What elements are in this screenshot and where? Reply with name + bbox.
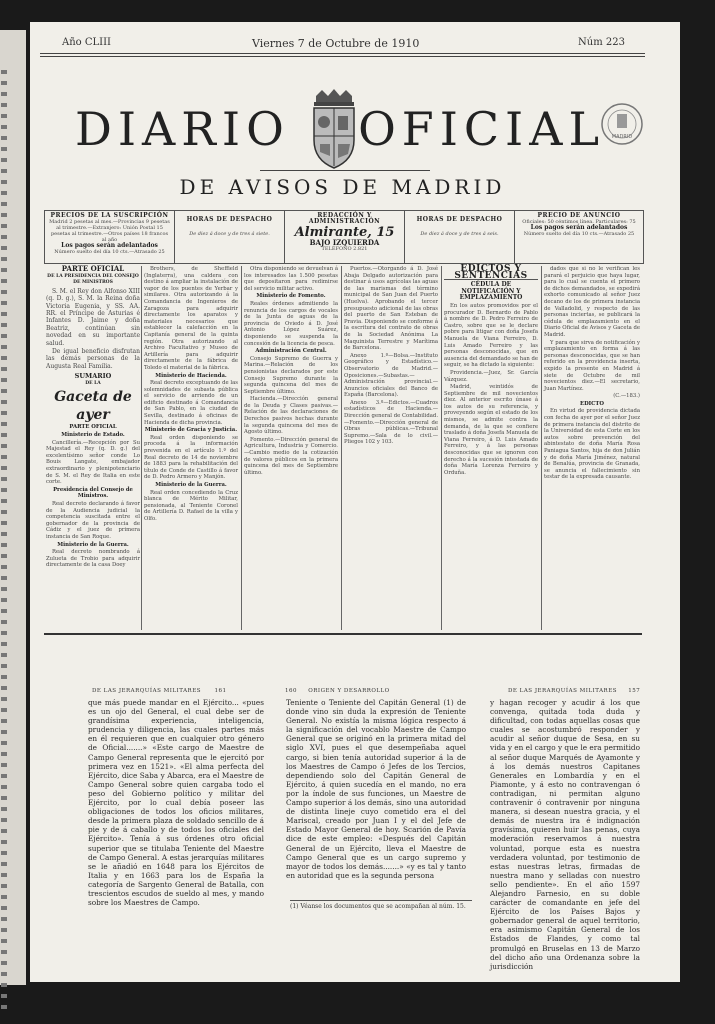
ministry-gracia: Ministerio de Gracia y Justicia. — [144, 427, 238, 434]
c4-paragraph-3: Anexo 3.º—Edictos.—Cuadros estadísticos de Hacienda.—Dirección general de Contabilidad.—Fomento.—Dirección general de Obras públicas.—Tribunal Supremo.—Sala de lo civil.—Pliegos 102 y 103. — [344, 399, 438, 446]
advertising-foot: Los pagos serán adelantados — [530, 224, 628, 231]
edicto-heading: EDICTO — [580, 400, 604, 407]
subscription-box — [45, 211, 175, 263]
subscription-title: PRECIOS DE LA SUSCRIPCIÓN — [50, 212, 169, 219]
gaceta-parte-oficial: PARTE OFICIAL — [69, 424, 117, 431]
book-text-left: que más puede mandar en el Ejército... «pues es un ojo del General, el cual debe ser de grandísima experiencia, inteligencia, prudencia y diligencia, las cuales partes más en él requieren que en cualquier otro género de Oficial.......» «Este cargo de Maestre de Campo General representa que le ejercitó por primera vez en 1521». «El alma perfecta del Ejército, dice Saba y Abarca, era el Maestre de Campo General sobre quien cargaba todo el peso del Gobierno político y militar del Ejército, por lo cual debía poseer las obligaciones de todos los oficios militares, desde la primera plaza de soldado sencillo de á pie y de á caballo y de todos los oficiales del Ejército». Tenía á sus órdenes otro oficial superior que se titulaba Teniente del Maestre de Campo General. A estas jerarquías militares se le añadió en 1648 para los Ejércitos de Italia y en 1663 para los de España la categoría de Sargento General de Batalla, con trescientos escudos de sueldo al mes, y mando sobre los Maestres de Campo. — [88, 698, 264, 908]
c1-paragraph-5: Real decreto nombrando á Zulueta de Trobio para adquirir directamente de la casa Doey — [46, 549, 140, 569]
info-bar — [44, 210, 644, 264]
advertising-box — [515, 211, 643, 263]
edictos-heading: EDICTOS Y SENTENCIAS — [444, 266, 538, 280]
subscription-foot: Los pagos serán adelantados — [61, 242, 158, 249]
column-6 — [544, 266, 640, 630]
c3-paragraph-3: Consejo Supremo de Guerra y Marina.—Relación de los pensionistas declarados por este Consejo Supremo durante la segunda quincena del mes de Septiembre último. — [244, 355, 338, 395]
mid-page-number: 160 — [285, 688, 297, 694]
left-header-text: DE LAS JERARQUÍAS MILITARES — [92, 688, 201, 694]
title-underline — [260, 170, 430, 171]
header-rule — [40, 53, 645, 54]
royal-family-text: S. M. el Rey don Alfonso XIII (q. D. g.), S. M. la Reina doña Victoria Eugenia, y SS. AA. RR. el Príncipe de Asturias é Infantes D. Jaime y doña Beatriz, continúan sin novedad en su importante salud. — [46, 287, 140, 347]
editorial-sub: BAJO IZQUIERDA — [309, 238, 380, 247]
left-page-number: 161 — [214, 688, 227, 694]
left-running-head — [92, 688, 227, 694]
c2-paragraph-1: Brothers, de Sheffield (Inglaterra), una caldera con destino á ampliar la instalación de vapor de los puentes de Yerbar y similares. Otra autorizando á la Comandancia de Ingenieros de Zaragoza para adquirir directamente los aparatos y materiales necesarios que establecer la calefacción en la Capitanía general de la quinta región. Otra autorizando al Archivo Facultativo y Museo de Artillería para adquirir directamente de la fábrica de Toledo el material de la fábrica. — [144, 266, 238, 371]
column-1 — [46, 266, 140, 630]
advertising-text: Oficiales: 50 céntimos línea. Particulares: 75 — [522, 219, 636, 225]
ministry-hacienda: Ministerio de Hacienda. — [155, 372, 227, 379]
c4-paragraph-2: Anexo 1.º—Bolsa.—Instituto Geográfico y Estadístico.—Observatorio de Madrid.—Oposiciones.—Subastas.—Administración provincial.—Anuncios oficiales del Banco de España (Barcelona). — [344, 352, 438, 399]
title-right: OFICIAL — [358, 102, 605, 156]
header-rule-2 — [40, 56, 645, 57]
right-page-number: 157 — [628, 688, 641, 694]
advertising-foot2: Número suelto del día 10 cts.—Atrasado 25 — [523, 231, 635, 237]
issue-number: Núm 223 — [578, 37, 625, 48]
office-hours-box — [175, 211, 285, 263]
cedula-heading: CÉDULA DE NOTIFICACIÓN Y EMPLAZAMIENTO — [459, 281, 523, 302]
ministry-estado: Ministerio de Estado. — [61, 432, 125, 439]
column-divider — [441, 266, 442, 630]
c6-paragraph-1: dados que si no le verifican les parará el perjuicio que haya lugar, para lo cual se cuenta el primero de dichos demandados, se expedirá exhorto comunicado al señor Juez decano de los de primera instancia de Valladolid, y respecto de las personas inciertas, se publicará la cédula de emplazamiento en el Diario Oficial de Avisos y Gaceta de Madrid. — [544, 266, 640, 338]
office-hours-title: HORAS DE DESPACHO — [186, 216, 273, 223]
gaceta-heading: Gaceta de ayer — [54, 389, 132, 424]
c3-paragraph-5: Fomento.—Dirección general de Agricultura, Industria y Comercio.—Cambio medio de la cotización de valores públicos en la primera quincena del mes de Septiembre último. — [244, 436, 338, 476]
column-2 — [144, 266, 238, 630]
subscription-foot2: Número suelto del día 10 cts.—Atrasado 25 — [54, 249, 165, 255]
c1-paragraph-4: Real decreto declarando á favor de la Audiencia judicial la competencia suscitada entre el gobernador de la provincia de Cádiz y el juez de primera instancia de San Roque. — [46, 500, 140, 540]
c5-paragraph-2: Providencia.—Juez, Sr. García Vázquez. — [444, 369, 538, 383]
c6-paragraph-3: En virtud de providencia dictada con fecha de ayer por el señor Juez de primera instancia del distrito de la Universidad de esta Corte en los autos sobre prevención del abintestato de doña María Rosa Paniagua Santos, hija de don Julián y de doña María Jiménez, natural de Benalúa, provincia de Granada, se anuncia el fallecimiento sin testar de la expresada causante. — [544, 408, 640, 481]
column-divider — [541, 266, 542, 630]
column-5 — [444, 266, 538, 630]
column-divider — [341, 266, 342, 630]
column-divider — [241, 266, 242, 630]
right-header-text: DE LAS JERARQUÍAS MILITARES — [508, 688, 617, 694]
c2-paragraph-2: Real decreto exceptuando de las solemnidades de subasta pública el servicio de arriendo de un edificio destinado á Comandancia de San Pablo, en la ciudad de Sevilla, destinado á oficinas de Hacienda de dicha provincia. — [144, 380, 238, 426]
previous-page-edge — [0, 30, 26, 985]
ministry-guerra: Ministerio de la Guerra. — [57, 541, 129, 548]
newspaper-subtitle: DE AVISOS DE MADRID — [179, 175, 506, 199]
c3-paragraph-4: Hacienda.—Dirección general de la Deuda y Clases pasivas.—Relación de las declaraciones de Derechos pasivos hechas durante la segunda quincena del mes de Agosto último. — [244, 396, 338, 436]
seal-text: MADRID — [611, 134, 633, 140]
c5-paragraph-3: Madrid, veintidós de Septiembre de mil novecientos diez. Al anterior escrito únase á los autos de su referencia, y proveyendo según el estado de los mismos, se admite contra la demanda, de la que se confiere traslado á doña Josefa Manuela de Viana Ferreiro, á D. Luis Amado Ferreiro, y á las personas desconocidas que se ignoren con derecho á la sucesión intestada de doña María Lorenza Ferreiro y Orduña. — [444, 384, 538, 476]
administracion-central: Administración Central. — [255, 348, 327, 355]
binding-holes — [1, 70, 7, 1010]
book-text-right: y hagan recoger y acudir á los que convenga, quitada toda duda y dificultad, con todas aquellas cosas que cuales se acostumbró responder y acudir al señor duque de Sesa, en su vida y en el cargo y que le era permitido al señor duque Marqués de Ayamonte y á los demás nuestros Capitanes Generales en Lombardía y en el Piamonte, y á esto no contravengan ó contradigan, ni permitan alguno contravenir ó contravenir por ninguna manera, si desean nuestra gracia, y el demás de nuestra ira é indignación gravísima, quieren huir las penas, cuya moderación reservamos á nuestra voluntad, porque esta es nuestra verdadera voluntad, por testimonio de estas nuestras letras, firmadas de nuestra mano y selladas con nuestro sello pendiente». En el año 1597 Alejandro Farnesio, en su doble carácter de comandante en jefe del Ejército de los Países Bajos y gobernador general de aquel territorio, era asimismo Capitán General de los Estados de Flandes, y como tal promulgó en Bruselas en 13 de Marzo del dicho año una Ordenanza sobre la jurisdicción — [490, 698, 640, 971]
c3-paragraph-1: Otra disponiendo se devuelvan á los interesados las 1.500 pesetas que depositaron para redimirse del servicio militar activo. — [244, 266, 338, 292]
sumario-heading: SUMARIO — [74, 372, 112, 381]
office-hours-box-2 — [405, 211, 515, 263]
office-hours-text-2: De diez á doce y de tres á seis. — [420, 231, 499, 237]
ministry-guerra-2: Ministerio de la Guerra. — [155, 482, 227, 488]
column-4 — [344, 266, 438, 630]
title-left: DIARIO — [75, 102, 290, 156]
advertising-title: PRECIO DE ANUNCIO — [537, 212, 621, 219]
royal-family-text-2: De igual beneficio disfrutan las demás personas de la Augusta Real Familia. — [46, 348, 140, 370]
office-hours-text: De diez á doce y de tres á siete. — [189, 231, 270, 237]
issue-date: Viernes 7 de Octubre de 1910 — [252, 37, 420, 50]
c2-paragraph-4: Real orden concediendo la Cruz blanca de Mérito Militar, pensionada, al Teniente Coronel de Artillería D. Rafael de la villa y Olfo. — [144, 489, 238, 522]
sumario-sub: DE LA — [85, 380, 101, 386]
issue-year: Año CLIII — [62, 37, 112, 48]
c6-paragraph-2: Y para que sirva de notificación y emplazamiento en forma á las personas desconocidas, que se han referido en la providencia inserta, expido la presente en Madrid á siete de Octubre de mil novecientos diez.—El secretario, Juan Martínez. — [544, 339, 640, 392]
editorial-title: REDACCIÓN Y ADMINISTRACIÓN — [308, 212, 381, 225]
mid-header-text: ORIGEN Y DESARROLLO — [308, 688, 390, 694]
c1-paragraph-3: Cancillería.—Recepción por Su Majestad el Rey (q. D. g.) del excelentísimo señor conde Lo Bouis Langate, embajador extraordinario y plenipotenciario de S. M. el Rey de Italia en este corte. — [46, 439, 140, 486]
c3-paragraph-2: Reales órdenes admitiendo la renuncia de los cargos de vocales de la Junta de aguas de la provincia de Oviedo á D. José Antonio López Suárez, disponiendo se suspenda la concesión de la licencia de pesca. — [244, 300, 338, 347]
book-text-middle: Teniente o Teniente del Capitán General (1) de donde vino sin duda la expresión de Teniente General. No existía la misma lógica respecto á la significación del vocablo Maestre de Campo General que se originó en la primera mitad del siglo XVI, pues el que desempeñaba aquel cargo, si bien tenía autoridad superior á la de los Maestres de Campo ó Jefes de los Tercios, dependiendo solo del Capitán General de Ejército, á quien sucedía en el mando, no era por la índole de sus funciones, un Maestre de Campo superior á los demás, sino una autoridad de distinta lineje cuyo cometido era el del Mariscal, creado por Juan I y el del Jefe de Estado Mayor General de hoy. Scarión de Pavía dice de este empleo: «Después del Capitán General de un Ejército, lleva el Maestre de Campo General que es un cargo supremo y mayor de todos los demás.......» «y es tal y tanto en autoridad que es la segunda persona — [286, 698, 466, 880]
ministry-fomento: Ministerio de Fomento. — [256, 293, 326, 300]
c5-paragraph-1: En los autos promovidos por el procurador D. Bernardo de Pablo á nombre de D. Pedro Ferreiro de Castro, sobre que se le declare pobre para litigar con doña Josefa Manuela de Viana Ferreiro, D. Luis Amado Ferreiro y las personas desconocidas, que en ausencia del demandado se han de seguir, se ha dictado la siguiente: — [444, 302, 538, 369]
madrid-seal-icon — [600, 102, 644, 146]
c2-paragraph-3: Real orden disponiendo se proceda á la información prevenida en el artículo 1.º del Real decreto de 14 de noviembre de 1883 para la rehabilitación del título de Conde de Castillo á favor de D. Pedro Armero y Manjón. — [144, 434, 238, 481]
c4-paragraph-1: Puertos.—Otorgando á D. José Abaja Delgado autorización para destinar á usos agrícolas las aguas de las marismas del término municipal de San Juan del Puerto (Huelva). Aprobando el tercer presupuesto adicional de las obras del puerto de San Esteban de Pravia. Disponiendo se conforme á la escritura del contrato de obras de la Sociedad Anónima La Maquinista Terrestre y Marítima de Barcelona. — [344, 266, 438, 352]
editorial-phone: TELÉFONO 2.821 — [321, 246, 368, 252]
mid-running-head — [285, 688, 390, 694]
madrid-coat-of-arms-icon — [306, 88, 362, 170]
book-footnote: (1) Véanse los documentos que se acompañan al núm. 15. — [290, 900, 472, 910]
parte-oficial-sub: DE LA PRESIDENCIA DEL CONSEJO DE MINISTROS — [47, 273, 139, 286]
column-3 — [244, 266, 338, 630]
section-rule — [44, 633, 642, 635]
office-hours-title-2: HORAS DE DESPACHO — [416, 216, 503, 223]
editorial-street: Almirante, 15 — [294, 225, 395, 240]
editorial-box — [285, 211, 405, 263]
article-columns — [44, 266, 642, 630]
right-running-head — [508, 688, 640, 694]
subscription-text: Madrid 2 pesetas al mes.—Provincias 9 pesetas al trimestre.—Extranjero: Unión Postal 15 pesetas al trimestre.—Otros países 18 francos al año — [49, 219, 170, 243]
parte-oficial-heading: PARTE OFICIAL — [61, 264, 125, 273]
c6-reference: (C.—183.) — [613, 393, 640, 400]
ministry-presidencia: Presidencia del Consejo de Ministros. — [53, 486, 133, 500]
column-divider — [141, 266, 142, 630]
